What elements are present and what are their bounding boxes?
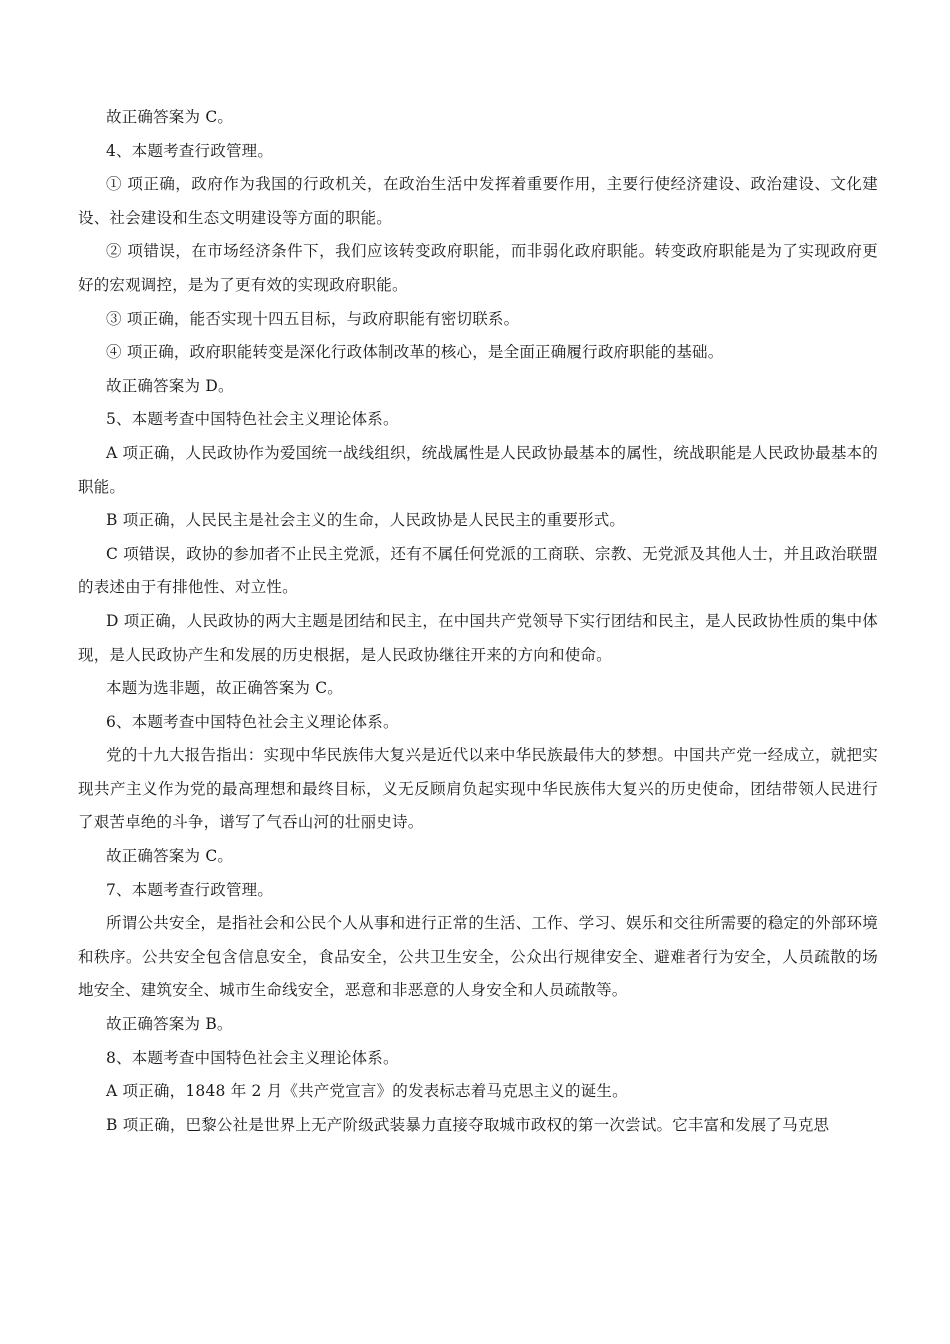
paragraph: 故正确答案为 C。 — [106, 108, 234, 126]
paragraph: 6、本题考查中国特色社会主义理论体系。 — [106, 712, 399, 731]
paragraph: A 项正确，1848 年 2 月《共产党宣言》的发表标志着马克思主义的诞生。 — [106, 1082, 628, 1101]
answer-explanations — [78, 101, 878, 1142]
paragraph: 4、本题考查行政管理。 — [106, 141, 274, 160]
paragraph: 8、本题考查中国特色社会主义理论体系。 — [106, 1048, 399, 1067]
paragraph: ③ 项正确，能否实现十四五目标，与政府职能有密切联系。 — [106, 309, 520, 328]
paragraph: B 项正确，巴黎公社是世界上无产阶级武装暴力直接夺取城市政权的第一次尝试。它丰富和发展了马克思 — [106, 1115, 830, 1134]
paragraph: 故正确答案为 C。 — [106, 847, 234, 866]
paragraph: 故正确答案为 D。 — [106, 376, 234, 395]
paragraph: ④ 项正确，政府职能转变是深化行政体制改革的核心，是全面正确履行政府职能的基础。 — [106, 343, 724, 362]
paragraph: D 项正确，人民政协的两大主题是团结和民主，在中国共产党领导下实行团结和民主，是人民政协性质的集中体现，是人民政协产生和发展的历史根据，是人民政协继往开来的方向和使命。 — [78, 611, 878, 664]
paragraph: B 项正确，人民民主是社会主义的生命，人民政协是人民民主的重要形式。 — [106, 511, 626, 530]
paragraph: 7、本题考查行政管理。 — [106, 880, 274, 899]
paragraph: 故正确答案为 B。 — [106, 1015, 233, 1034]
paragraph: ② 项错误，在市场经济条件下，我们应该转变政府职能，而非弱化政府职能。转变政府职能是为了实现政府更好的宏观调控，是为了更有效的实现政府职能。 — [78, 242, 878, 294]
paragraph: C 项错误，政协的参加者不止民主党派，还有不属任何党派的工商联、宗教、无党派及其他人士，并且政治联盟的表述由于有排他性、对立性。 — [78, 544, 878, 597]
paragraph: 5、本题考查中国特色社会主义理论体系。 — [106, 410, 399, 429]
paragraph: 本题为选非题，故正确答案为 C。 — [106, 679, 343, 698]
paragraph: ① 项正确，政府作为我国的行政机关，在政治生活中发挥着重要作用，主要行使经济建设、政治建设、文化建设、社会建设和生态文明建设等方面的职能。 — [78, 175, 878, 227]
paragraph: 党的十九大报告指出：实现中华民族伟大复兴是近代以来中华民族最伟大的梦想。中国共产党一经成立，就把实现共产主义作为党的最高理想和最终目标，义无反顾肩负起实现中华民族伟大复兴的历史使命，团结带领人民进行了艰苦卓绝的斗争，谱写了气吞山河的壮丽史诗。 — [78, 746, 878, 832]
paragraph: 所谓公共安全，是指社会和公民个人从事和进行正常的生活、工作、学习、娱乐和交往所需要的稳定的外部环境和秩序。公共安全包含信息安全，食品安全，公共卫生安全，公众出行规律安全、避难者行为安全，人员疏散的场地安全、建筑安全、城市生命线安全，恶意和非恶意的人身安全和人员疏散等。 — [78, 914, 878, 1000]
paragraph: A 项正确，人民政协作为爱国统一战线组织，统战属性是人民政协最基本的属性，统战职能是人民政协最基本的职能。 — [78, 443, 878, 496]
